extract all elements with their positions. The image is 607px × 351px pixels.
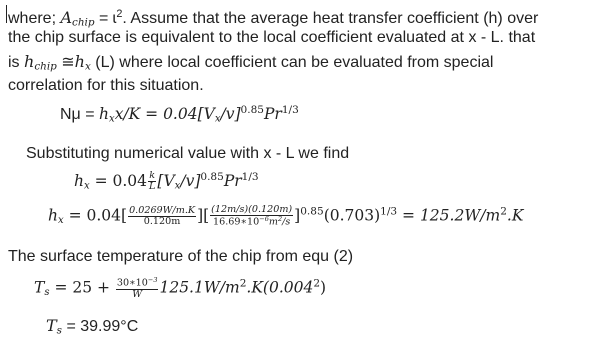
equation-hx: $h_x = 0.04$ $\frac{k}{L}$ $[V_x/v]^{0.85}Pr^{1/3}$ [74,170,259,193]
paragraph-line-1: where; $A_{chip}$ = ɩ$^2$. Assume that the average heat transfer coefficient (h) over [8,7,539,29]
equation-nusselt: $N\mu = h_xx/K = 0.04[V_x/v]^{0.85}Pr^{1/3}$ [60,104,299,125]
equation-ts: $T_s = 25$ + $\frac{30∗10^{-3}}{W}$ $125.1W/m^2.K(0.004^2)$ [34,276,327,300]
math-h-x: $h_x$ [74,52,91,73]
paragraph-line-4: correlation for this situation. [8,77,204,94]
math-a-chip: $A_{chip}$ [60,7,95,29]
text: where; [8,9,61,27]
paragraph-line-2: the chip surface is equivalent to the local coefficient evaluated at x - L. that [8,29,536,46]
text-cursor [6,5,7,23]
equation-hx-numeric: $h_x = 0.04$[ $\frac{0.0269W/m.K}{0.120m}$ ][ $\frac{(12m/s)(0.120m)}{16.69∗10^{-6}m^2/s}$ ]$^{0.85}(0.703)^{1/3} = 125.2W/m^2.K$ [48,204,524,228]
surface-temp-text: The surface temperature of the chip from equ (2) [8,248,354,265]
math-h-chip: $h_{chip}$ [24,52,57,73]
paragraph-line-3: is $h_{chip}$ $≅h_x$ (L) where local coefficient can be evaluated from special [8,52,494,73]
equation-ts-result: $T_s = 39.99^\circ C$ [46,316,139,337]
substituting-text: Substituting numerical value with x - L we find [26,145,350,162]
